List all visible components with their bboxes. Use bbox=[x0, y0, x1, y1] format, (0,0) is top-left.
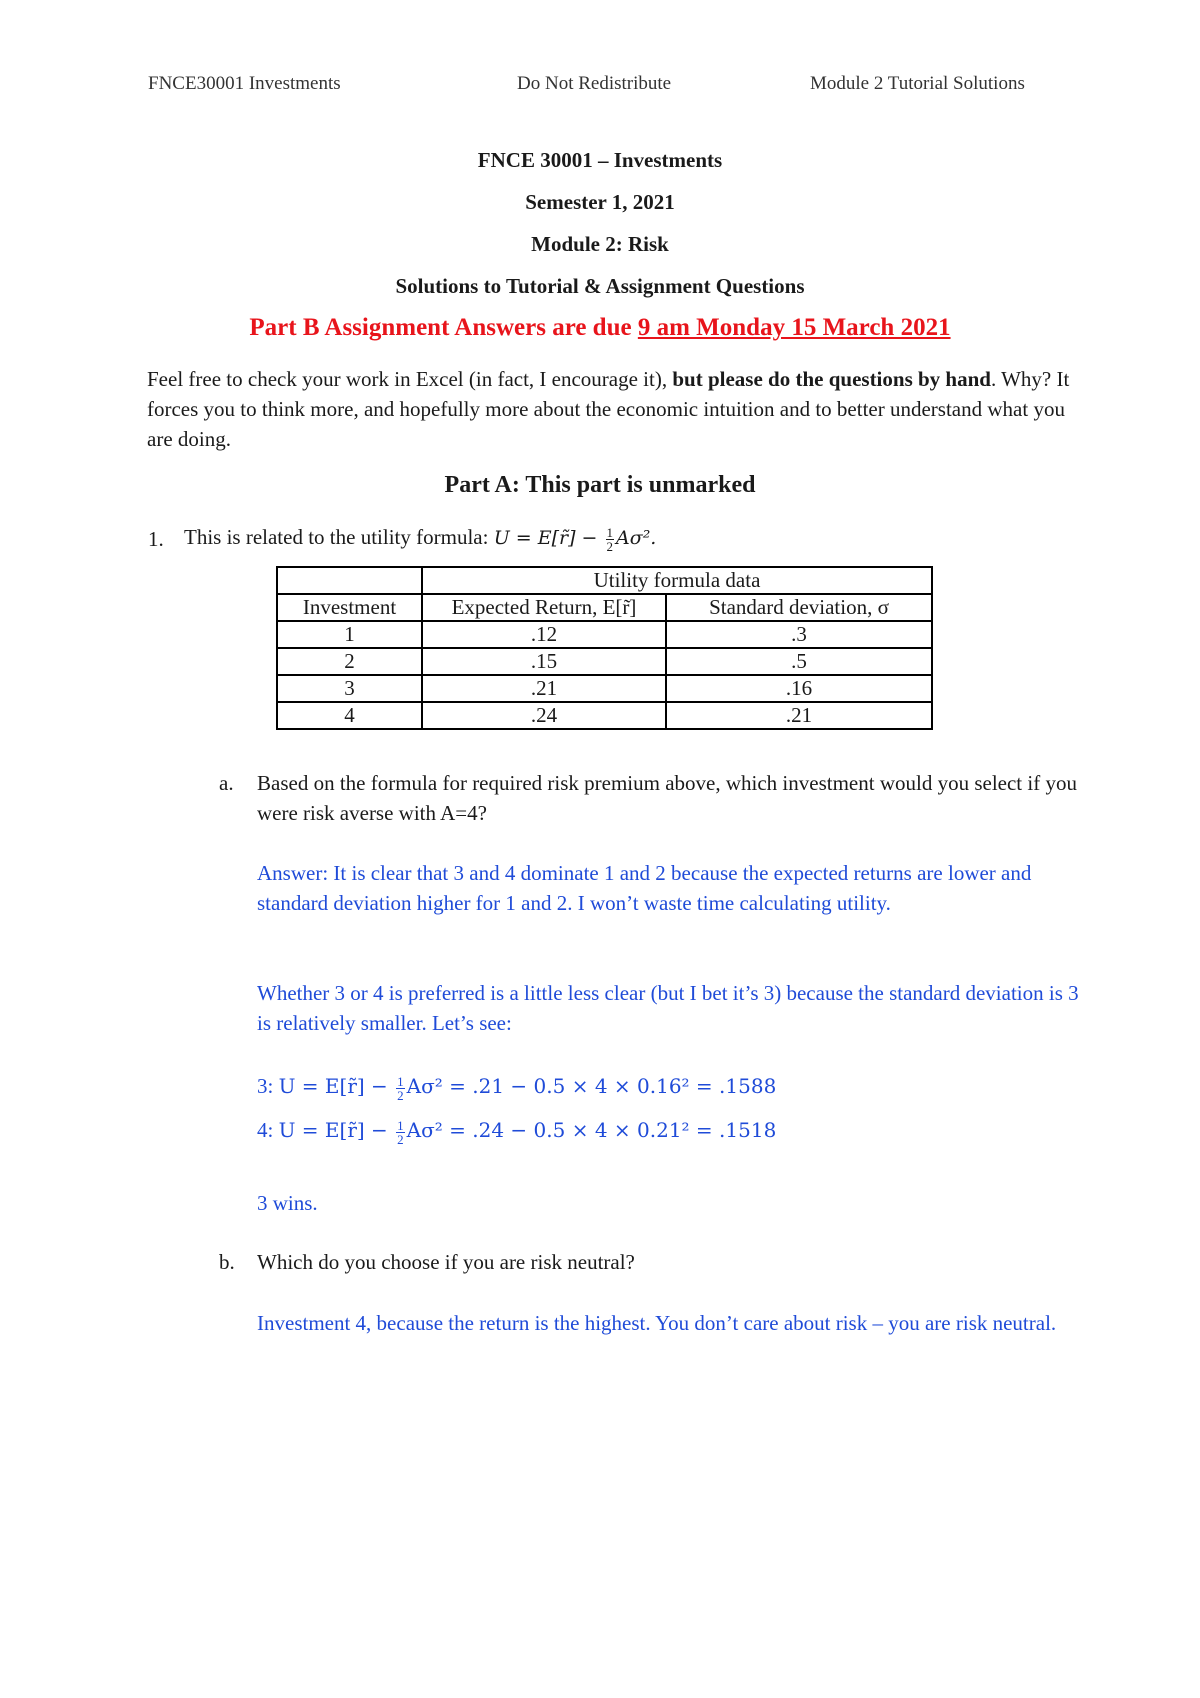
question-a-label: a. bbox=[219, 771, 234, 795]
utility-equation-4: 4: U = E[r̃] − $\frac{1}{2}$ Aσ² = .24 − 0.5 × 4 × 0.21² = .1518 bbox=[257, 1117, 777, 1147]
table-row bbox=[277, 621, 932, 648]
table-cell: .21 bbox=[666, 702, 932, 729]
due-prefix: Part B Assignment Answers are due bbox=[249, 314, 638, 341]
header-notice: Do Not Redistribute bbox=[517, 73, 672, 94]
header-course: FNCE30001 Investments bbox=[148, 73, 341, 94]
table-row bbox=[277, 675, 932, 702]
utility-equation-3: 3: U = E[r̃] − $\frac{1}{2}$ Aσ² = .21 − 0.5 × 4 × 0.16² = .1588 bbox=[257, 1073, 777, 1103]
table-cell: 2 bbox=[277, 648, 422, 675]
table-cell: 4 bbox=[277, 702, 422, 729]
table-row bbox=[277, 702, 932, 729]
utility-formula-rhs: Aσ². bbox=[616, 527, 657, 549]
table-group-header: Utility formula data bbox=[422, 567, 932, 594]
answer-a-paragraph-1: Answer: It is clear that 3 and 4 dominate 1 and 2 because the expected returns are lower and standard deviation higher for 1 and 2. I won’t waste time calculating utility. bbox=[257, 861, 1032, 915]
part-a-heading: Part A: This part is unmarked bbox=[444, 472, 756, 498]
table-cell: .21 bbox=[422, 675, 666, 702]
half-fraction: $\frac{1}{2}$ bbox=[606, 524, 613, 554]
answer-b-paragraph: Investment 4, because the return is the highest. You don’t care about risk – you are risk neutral. bbox=[257, 1311, 1057, 1335]
table-row bbox=[277, 648, 932, 675]
module-title: Module 2: Risk bbox=[531, 232, 669, 256]
due-date: 9 am Monday 15 March 2021 bbox=[637, 314, 951, 341]
answer-a-paragraph-2: Whether 3 or 4 is preferred is a little less clear (but I bet it’s 3) because the standard deviation is 3 is relatively smaller. Let’s see: bbox=[257, 981, 1079, 1035]
utility-data-table bbox=[276, 566, 933, 730]
question-1-number: 1. bbox=[148, 527, 164, 551]
intro-part2: . Why? It forces you to think more, and hopefully more about the economic intuition and to better understand what you are doing. bbox=[147, 367, 1070, 451]
answer-a-conclusion: 3 wins. bbox=[257, 1191, 318, 1215]
course-title: FNCE 30001 – Investments bbox=[477, 148, 723, 172]
question-b-label: b. bbox=[219, 1250, 235, 1274]
utility-formula-lhs: U = E[r̃] − bbox=[493, 527, 604, 549]
table-col-investment: Investment bbox=[277, 594, 422, 621]
header-module: Module 2 Tutorial Solutions bbox=[810, 73, 1025, 94]
table-cell: 3 bbox=[277, 675, 422, 702]
page-header bbox=[0, 73, 1200, 99]
table-cell: .15 bbox=[422, 648, 666, 675]
table-col-std-dev: Standard deviation, σ bbox=[666, 594, 932, 621]
table-cell: .5 bbox=[666, 648, 932, 675]
solutions-title: Solutions to Tutorial & Assignment Questions bbox=[395, 274, 805, 298]
table-cell: .16 bbox=[666, 675, 932, 702]
table-cell: .12 bbox=[422, 621, 666, 648]
question-1-intro: This is related to the utility formula: bbox=[184, 525, 494, 549]
due-notice bbox=[0, 314, 1200, 342]
question-b-text: Which do you choose if you are risk neutral? bbox=[257, 1250, 635, 1274]
question-a-text: Based on the formula for required risk premium above, which investment would you select if you were risk averse with A=4? bbox=[257, 771, 1077, 825]
intro-part1: Feel free to check your work in Excel (in fact, I encourage it), bbox=[147, 367, 673, 391]
table-cell: .24 bbox=[422, 702, 666, 729]
question-1-text bbox=[184, 525, 656, 553]
intro-paragraph bbox=[147, 364, 1072, 454]
table-cell: .3 bbox=[666, 621, 932, 648]
table-cell: 1 bbox=[277, 621, 422, 648]
table-blank-cell bbox=[277, 567, 422, 594]
table-col-expected-return: Expected Return, E[r̃] bbox=[422, 594, 666, 621]
semester-title: Semester 1, 2021 bbox=[525, 190, 675, 214]
intro-bold: but please do the questions by hand bbox=[672, 367, 991, 391]
